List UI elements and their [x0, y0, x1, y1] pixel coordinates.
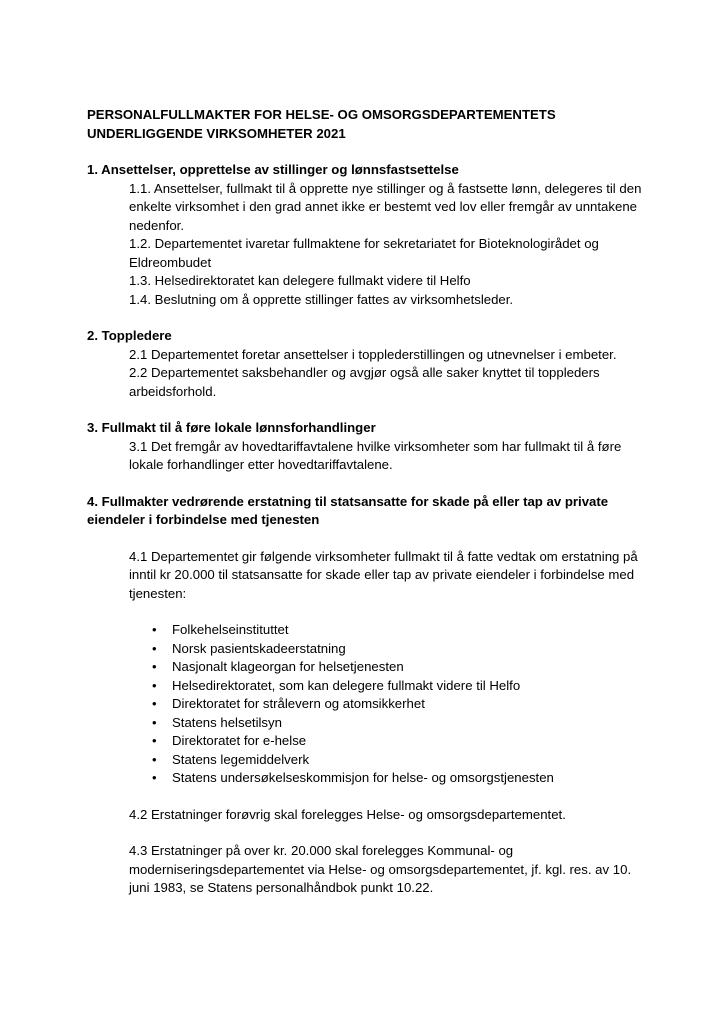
list-item-text: Folkehelseinstituttet [172, 622, 289, 637]
section-body [129, 346, 647, 402]
list-item [152, 677, 647, 696]
list-item-text: Statens legemiddelverk [172, 751, 310, 767]
list-item-text: Direktoratet for strålevern og atomsikkerhet [172, 696, 425, 711]
paragraph-4-2: 4.2 Erstatninger forøvrig skal forelegges Helse- og omsorgsdepartementet. [129, 806, 566, 822]
list-item [152, 640, 647, 659]
section-body [129, 806, 647, 825]
spacer [87, 475, 647, 493]
bullet-icon: • [152, 677, 157, 693]
spacer [87, 309, 647, 327]
bullet-icon: • [152, 714, 157, 730]
paragraph-4-1: 4.1 Departementet gir følgende virksomheter fullmakt til å fatte vedtak om erstatning på inntil kr 20.000 til statsansatte for skade eller tap av private eiendeler i forbindelse med tjenesten: [129, 548, 638, 601]
bullet-icon: • [152, 622, 157, 637]
document-title-line-2: UNDERLIGGENDE VIRKSOMHETER 2021 [87, 125, 346, 141]
list-item-text: Statens undersøkelseskommisjon for helse- og omsorgstjenesten [172, 770, 554, 785]
bullet-icon: • [152, 733, 157, 748]
paragraph-1-2: 1.2. Departementet ivaretar fullmaktene for sekretariatet for Bioteknologirådet og Eldreombudet [129, 236, 599, 270]
paragraph-2-2: 2.2 Departementet saksbehandler og avgjør også alle saker knyttet til toppleders arbeidsforhold. [129, 365, 600, 399]
spacer [87, 824, 647, 842]
paragraph-1-4: 1.4. Beslutning om å opprette stillinger fattes av virksomhetsleder. [129, 291, 514, 307]
document-title-line-1: PERSONALFULLMAKTER FOR HELSE- OG OMSORGSDEPARTEMENTETS [87, 107, 556, 122]
list-item-text: Helsedirektoratet, som kan delegere fullmakt videre til Helfo [172, 677, 521, 693]
list-item [152, 751, 647, 770]
spacer [87, 530, 647, 548]
section-heading: 2. Toppledere [87, 328, 172, 343]
bullet-icon: • [152, 770, 157, 785]
paragraph-4-3: 4.3 Erstatninger på over kr. 20.000 skal forelegges Kommunal- og moderniseringsdepartementet via Helse- og omsorgsdepartementet, jf. kgl. res. av 10. juni 1983, se Statens personalhåndbok punkt 10.22. [129, 843, 632, 895]
section-1 [87, 161, 647, 309]
bullet-icon: • [152, 696, 157, 711]
section-4 [87, 493, 647, 898]
list-item [152, 714, 647, 733]
list-item [152, 732, 647, 751]
bullet-icon: • [152, 640, 157, 656]
section-heading: 1. Ansettelser, opprettelse av stillinger og lønnsfastsettelse [87, 162, 459, 177]
list-item-text: Statens helsetilsyn [172, 714, 282, 730]
spacer [87, 401, 647, 419]
section-body [129, 438, 647, 475]
section-body [129, 548, 647, 604]
document-page [87, 106, 647, 898]
section-body [129, 842, 647, 898]
list-item [152, 695, 647, 714]
list-item-text: Norsk pasientskadeerstatning [172, 640, 346, 656]
agency-list [152, 621, 647, 788]
section-3 [87, 419, 647, 475]
section-heading: 3. Fullmakt til å føre lokale lønnsforhandlinger [87, 420, 376, 435]
bullet-icon: • [152, 659, 157, 674]
bullet-icon: • [152, 751, 157, 767]
paragraph-3-1: 3.1 Det fremgår av hovedtariffavtalene hvilke virksomheter som har fullmakt til å føre lokale forhandlinger etter hovedtariffavtalene. [129, 438, 622, 472]
list-item [152, 658, 647, 677]
paragraph-2-1: 2.1 Departementet foretar ansettelser i topplederstillingen og utnevnelser i embeter. [129, 346, 617, 362]
section-2 [87, 327, 647, 401]
list-item [152, 621, 647, 640]
section-body [129, 180, 647, 310]
list-item-text: Nasjonalt klageorgan for helsetjenesten [172, 659, 404, 674]
list-item-text: Direktoratet for e-helse [172, 733, 307, 748]
paragraph-1-1: 1.1. Ansettelser, fullmakt til å opprette nye stillinger og å fastsette lønn, delegeres til den enkelte virksomhet i den grad annet ikke er bestemt ved lov eller fremgår av unntakene nedenfor. [129, 180, 642, 233]
list-item [152, 769, 647, 788]
paragraph-1-3: 1.3. Helsedirektoratet kan delegere fullmakt videre til Helfo [129, 273, 471, 288]
document-title [87, 106, 647, 143]
spacer [87, 603, 647, 621]
spacer [87, 788, 647, 806]
section-heading: 4. Fullmakter vedrørende erstatning til statsansatte for skade på eller tap av private eiendeler i forbindelse med tjenesten [87, 493, 609, 527]
